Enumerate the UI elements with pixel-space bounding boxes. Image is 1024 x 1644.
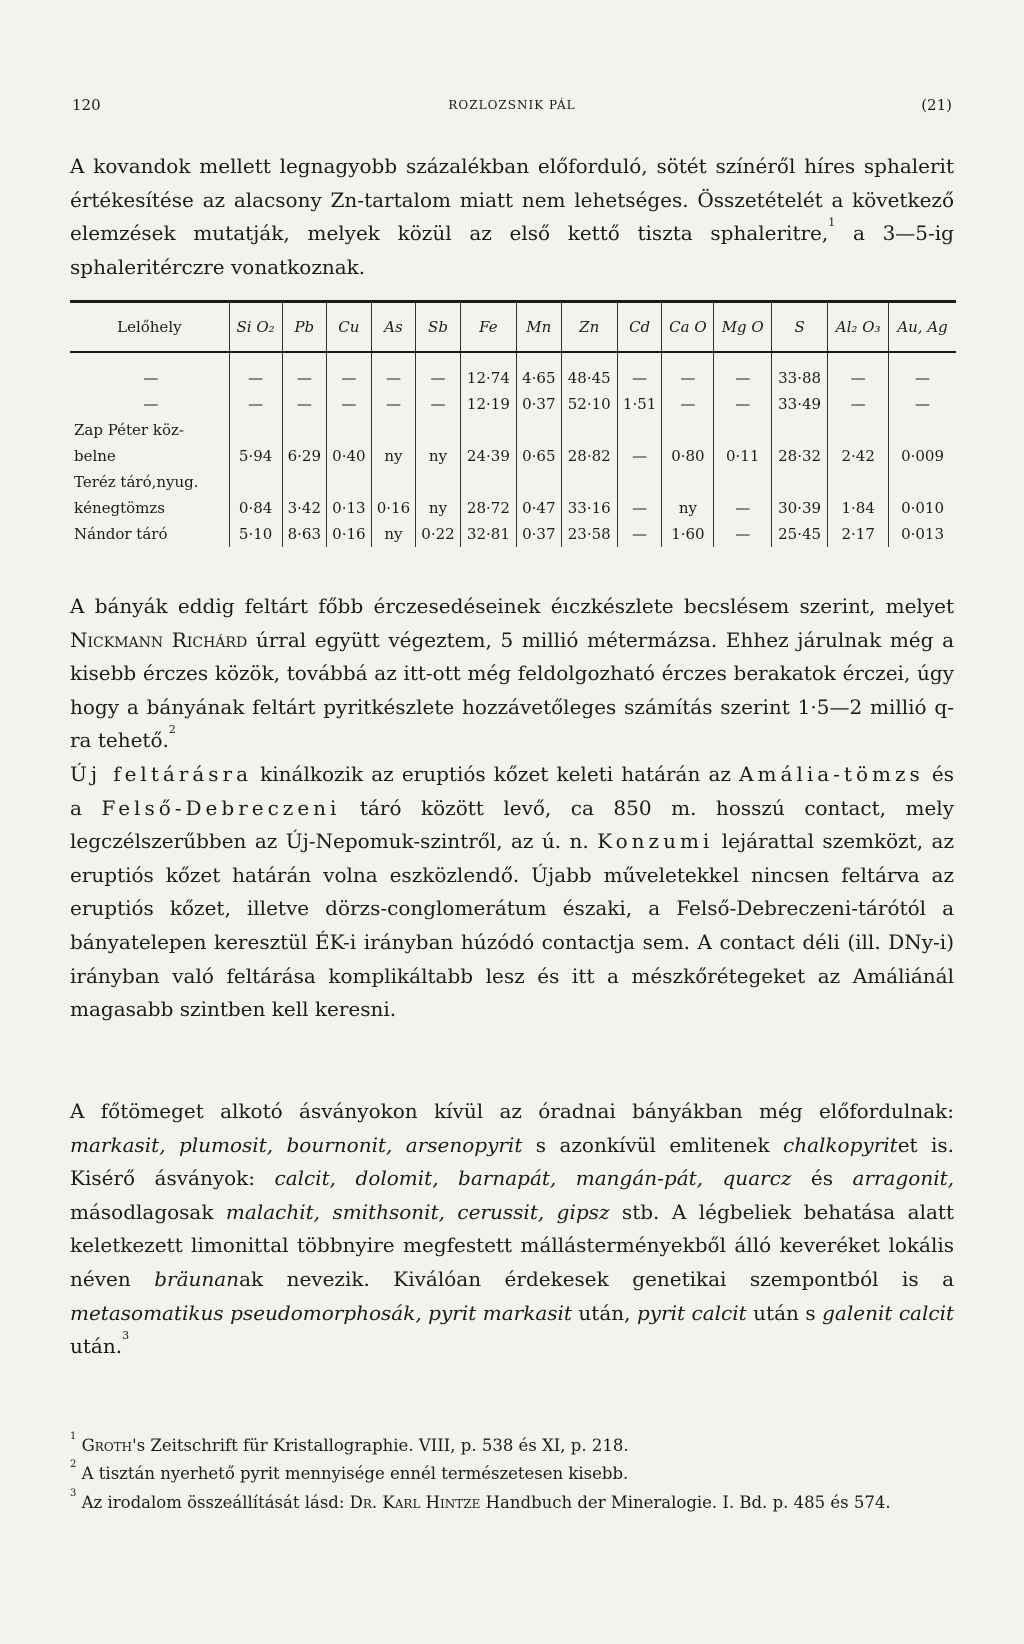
- value-cell: [714, 417, 772, 443]
- spaced-text: Új feltárásra: [70, 761, 253, 786]
- value-cell: 0·22: [416, 521, 461, 547]
- value-cell: [229, 469, 282, 495]
- value-cell: 0·40: [327, 443, 372, 469]
- spaced-text: Felső-Debreczeni: [101, 795, 341, 820]
- value-cell: [416, 417, 461, 443]
- column-header: Cd: [617, 302, 662, 353]
- page-header: [72, 96, 952, 120]
- table-spacer-row: [70, 352, 956, 365]
- footnote-ref: 1: [828, 216, 836, 230]
- column-header: Pb: [282, 302, 327, 353]
- value-cell: [416, 469, 461, 495]
- value-cell: 0·65: [517, 443, 562, 469]
- value-cell: 33·88: [771, 365, 827, 391]
- italic-text: markasit, plumosit, bournonit, arsenopyrit: [70, 1132, 523, 1157]
- value-cell: 32·81: [460, 521, 516, 547]
- value-cell: 0·16: [371, 495, 416, 521]
- column-header: Zn: [561, 302, 617, 353]
- paragraph-text: et is. Kisérő ásványok:: [70, 1132, 954, 1191]
- location-cell: kénegtömzs: [74, 499, 165, 517]
- paragraph-text: stb. A légbeliek behatása alatt keletkezett limonittal többnyire megfestett mállásterményekből álló keveréket lokális néven: [70, 1199, 954, 1291]
- value-cell: 1·84: [828, 495, 889, 521]
- paragraph-minerals: [70, 1095, 954, 1364]
- footnote-text: Az irodalom összeállítását lásd:: [81, 1493, 350, 1512]
- column-header: Au, Ag: [889, 302, 956, 353]
- paragraph-text: után,: [571, 1300, 637, 1325]
- person-name: Nickmann Richárd: [70, 627, 248, 652]
- paragraph-text: és a: [70, 761, 954, 820]
- value-cell: —: [714, 495, 772, 521]
- paragraph-text: után s: [746, 1300, 823, 1325]
- footnote-number: 3: [70, 1488, 77, 1499]
- italic-text: malachit, smithsonit, cerussit, gipsz: [225, 1199, 610, 1224]
- value-cell: [617, 469, 662, 495]
- value-cell: [371, 417, 416, 443]
- value-cell: 1·51: [617, 391, 662, 417]
- value-cell: —: [282, 391, 327, 417]
- value-cell: —: [714, 391, 772, 417]
- paragraph-text: A bányák eddig feltárt főbb érczesedéseinek éıczkészlete becslésem szerint, melyet: [70, 594, 954, 618]
- author-name: Groth: [81, 1436, 133, 1455]
- spaced-text: Amália-tömzs: [739, 761, 924, 786]
- paragraph-sphalerit: [70, 150, 954, 284]
- value-cell: ny: [416, 443, 461, 469]
- table-body: [70, 352, 956, 547]
- paragraph-text: táró között levő, ca 850 m. hosszú contact, mely legczélszerűbben az Új-Nepomuk-szintről, az ú. n.: [70, 795, 955, 854]
- value-cell: [327, 417, 372, 443]
- value-cell: [460, 417, 516, 443]
- value-cell: [371, 469, 416, 495]
- value-cell: 6·29: [282, 443, 327, 469]
- value-cell: 25·45: [771, 521, 827, 547]
- paragraph-text: s azonkívül emlitenek: [522, 1132, 784, 1157]
- paragraph-text: után.: [70, 1334, 123, 1359]
- column-header: Ca O: [662, 302, 714, 353]
- spaced-text: Konzumi: [597, 829, 714, 854]
- column-header: Cu: [327, 302, 372, 353]
- value-cell: [282, 417, 327, 443]
- column-header: Fe: [460, 302, 516, 353]
- footnote-3: [70, 1489, 954, 1516]
- paragraph-text: A kovandok mellett legnagyobb százalékban előforduló, sötét színéről híres sphalerit értékesítése az alacsony Zn-tartalom miatt nem lehetséges. Összetételét a következő elemzések mutatják, melyek közül az első kettő tiszta sphaleritre,: [70, 154, 954, 246]
- value-cell: —: [371, 365, 416, 391]
- value-cell: —: [327, 391, 372, 417]
- value-cell: 12·74: [460, 365, 516, 391]
- location-cell: belne: [74, 447, 116, 465]
- value-cell: —: [617, 521, 662, 547]
- italic-text: bräunan: [154, 1266, 240, 1291]
- value-cell: —: [828, 391, 889, 417]
- value-cell: [327, 469, 372, 495]
- value-cell: 28·32: [771, 443, 827, 469]
- paragraph-text: lejárattal szemközt, az eruptiós kőzet határán volna eszközlendő. Újabb műveletekkel nincsen feltárva az eruptiós kőzet, illetve dörzs-conglomerátum északi, a Felső-Debreczeni-tárótól a bányatelepen keresztül ÉK-i irányban húzódó contactja sem. A contact déli (ill. DNy-i) irányban való feltárása komplikáltabb lesz és itt a mészkőrétegeket az Amáliánál magasabb szintben kell keresni.: [70, 829, 954, 1022]
- paragraph-text: a 3—5-ig sphaleritérczre vonatkoznak.: [70, 221, 954, 279]
- footnote-text: A tisztán nyerhető pyrit mennyisége ennél természetesen kisebb.: [81, 1464, 629, 1483]
- footnote-text: 's Zeitschrift für Kristallographie. VIII, p. 538 és XI, p. 218.: [132, 1436, 629, 1455]
- value-cell: ny: [371, 443, 416, 469]
- value-cell: —: [617, 365, 662, 391]
- value-cell: 0·37: [517, 521, 562, 547]
- location-cell: Nándor táró: [74, 525, 168, 543]
- footnote-1: [70, 1432, 954, 1459]
- paragraph-text: ak nevezik. Kiválóan érdekesek genetikai szempontból is a: [239, 1266, 955, 1291]
- table-row: [70, 365, 956, 391]
- value-cell: —: [416, 391, 461, 417]
- value-cell: —: [889, 391, 956, 417]
- italic-text: metasomatikus pseudomorphosák, pyrit markasit: [70, 1300, 572, 1325]
- location-cell: —: [143, 395, 159, 413]
- value-cell: 0·47: [517, 495, 562, 521]
- paragraph-text: másodlagosak: [70, 1199, 226, 1224]
- italic-text: chalkopyrit: [783, 1132, 898, 1157]
- table-row: [70, 443, 956, 469]
- value-cell: [229, 417, 282, 443]
- italic-text: calcit, dolomit, barnapát, mangán-pát, quarcz: [274, 1166, 792, 1191]
- footnote-ref: 3: [122, 1329, 130, 1343]
- column-header: Mn: [517, 302, 562, 353]
- footnote-number: 1: [70, 1431, 77, 1442]
- value-cell: —: [617, 495, 662, 521]
- value-cell: 12·19: [460, 391, 516, 417]
- value-cell: [662, 417, 714, 443]
- column-header: Mg O: [714, 302, 772, 353]
- italic-text: galenit calcit: [822, 1300, 955, 1325]
- value-cell: [561, 417, 617, 443]
- value-cell: —: [371, 391, 416, 417]
- value-cell: 4·65: [517, 365, 562, 391]
- italic-text: pyrit calcit: [636, 1300, 747, 1325]
- column-header: Al₂ O₃: [828, 302, 889, 353]
- value-cell: 0·11: [714, 443, 772, 469]
- column-header: S: [771, 302, 827, 353]
- paragraph-text: kinálkozik az eruptiós kőzet keleti határán az: [252, 761, 740, 786]
- value-cell: [771, 469, 827, 495]
- footnote-ref: 2: [168, 723, 176, 737]
- value-cell: [561, 469, 617, 495]
- paragraph-ore-reserves: [70, 590, 954, 1027]
- table-header-row: [70, 302, 956, 353]
- paragraph-text: A főtömeget alkotó ásványokon kívül az óradnai bányákban még előfordulnak:: [70, 1099, 954, 1123]
- value-cell: —: [662, 391, 714, 417]
- value-cell: —: [282, 365, 327, 391]
- value-cell: 5·10: [229, 521, 282, 547]
- value-cell: —: [617, 443, 662, 469]
- value-cell: 2·17: [828, 521, 889, 547]
- value-cell: ny: [416, 495, 461, 521]
- value-cell: [517, 469, 562, 495]
- column-header: Lelőhely: [117, 318, 182, 336]
- paragraph-text: és: [791, 1166, 853, 1191]
- value-cell: 0·013: [889, 521, 956, 547]
- value-cell: 0·16: [327, 521, 372, 547]
- value-cell: —: [662, 365, 714, 391]
- value-cell: [889, 469, 956, 495]
- location-cell: Zap Péter köz-: [74, 421, 184, 439]
- value-cell: 33·49: [771, 391, 827, 417]
- value-cell: [282, 469, 327, 495]
- value-cell: 48·45: [561, 365, 617, 391]
- value-cell: 33·16: [561, 495, 617, 521]
- value-cell: [517, 417, 562, 443]
- value-cell: [714, 469, 772, 495]
- value-cell: [460, 469, 516, 495]
- value-cell: 0·37: [517, 391, 562, 417]
- column-header: Si O₂: [229, 302, 282, 353]
- value-cell: 0·13: [327, 495, 372, 521]
- value-cell: 0·84: [229, 495, 282, 521]
- value-cell: 23·58: [561, 521, 617, 547]
- value-cell: —: [229, 391, 282, 417]
- paragraph-text: úrral együtt végeztem, 5 millió métermázsa. Ehhez járulnak még a kisebb érczes közök, továbbá az itt-ott még feldolgozható érczes berakatok érczei, úgy hogy a bányának feltárt pyritkészlete hozzávetőleges számítás szerint 1·5—2 millió q-ra tehető.: [70, 627, 955, 753]
- running-head-author: ROZLOZSNIK PÁL: [448, 98, 576, 112]
- footnote-2: [70, 1460, 954, 1487]
- value-cell: [828, 417, 889, 443]
- value-cell: —: [416, 365, 461, 391]
- column-header: As: [371, 302, 416, 353]
- value-cell: [662, 469, 714, 495]
- value-cell: ny: [662, 495, 714, 521]
- value-cell: 28·72: [460, 495, 516, 521]
- value-cell: 0·010: [889, 495, 956, 521]
- value-cell: 5·94: [229, 443, 282, 469]
- footnote-text: Handbuch der Mineralogie. I. Bd. p. 485 és 574.: [480, 1493, 891, 1512]
- value-cell: 0·009: [889, 443, 956, 469]
- table-row: [70, 417, 956, 443]
- location-cell: Teréz táró,nyug.: [74, 473, 199, 491]
- value-cell: 2·42: [828, 443, 889, 469]
- author-name: Dr. Karl Hintze: [349, 1493, 481, 1512]
- value-cell: —: [714, 521, 772, 547]
- table-row: [70, 391, 956, 417]
- value-cell: 52·10: [561, 391, 617, 417]
- value-cell: [617, 417, 662, 443]
- footnote-number: 2: [70, 1459, 77, 1470]
- italic-text: arragonit,: [852, 1166, 954, 1191]
- value-cell: 0·80: [662, 443, 714, 469]
- page-number: 120: [72, 96, 101, 114]
- analysis-table: [70, 300, 956, 547]
- value-cell: 28·82: [561, 443, 617, 469]
- table-row: [70, 521, 956, 547]
- value-cell: —: [828, 365, 889, 391]
- value-cell: [828, 469, 889, 495]
- value-cell: —: [229, 365, 282, 391]
- column-header: Sb: [416, 302, 461, 353]
- value-cell: —: [327, 365, 372, 391]
- value-cell: 30·39: [771, 495, 827, 521]
- value-cell: 1·60: [662, 521, 714, 547]
- value-cell: [771, 417, 827, 443]
- page-reference: (21): [921, 96, 952, 114]
- value-cell: ny: [371, 521, 416, 547]
- table-row: [70, 495, 956, 521]
- table-row: [70, 469, 956, 495]
- value-cell: 3·42: [282, 495, 327, 521]
- value-cell: 24·39: [460, 443, 516, 469]
- value-cell: 8·63: [282, 521, 327, 547]
- value-cell: [889, 417, 956, 443]
- value-cell: —: [714, 365, 772, 391]
- location-cell: —: [143, 369, 159, 387]
- value-cell: —: [889, 365, 956, 391]
